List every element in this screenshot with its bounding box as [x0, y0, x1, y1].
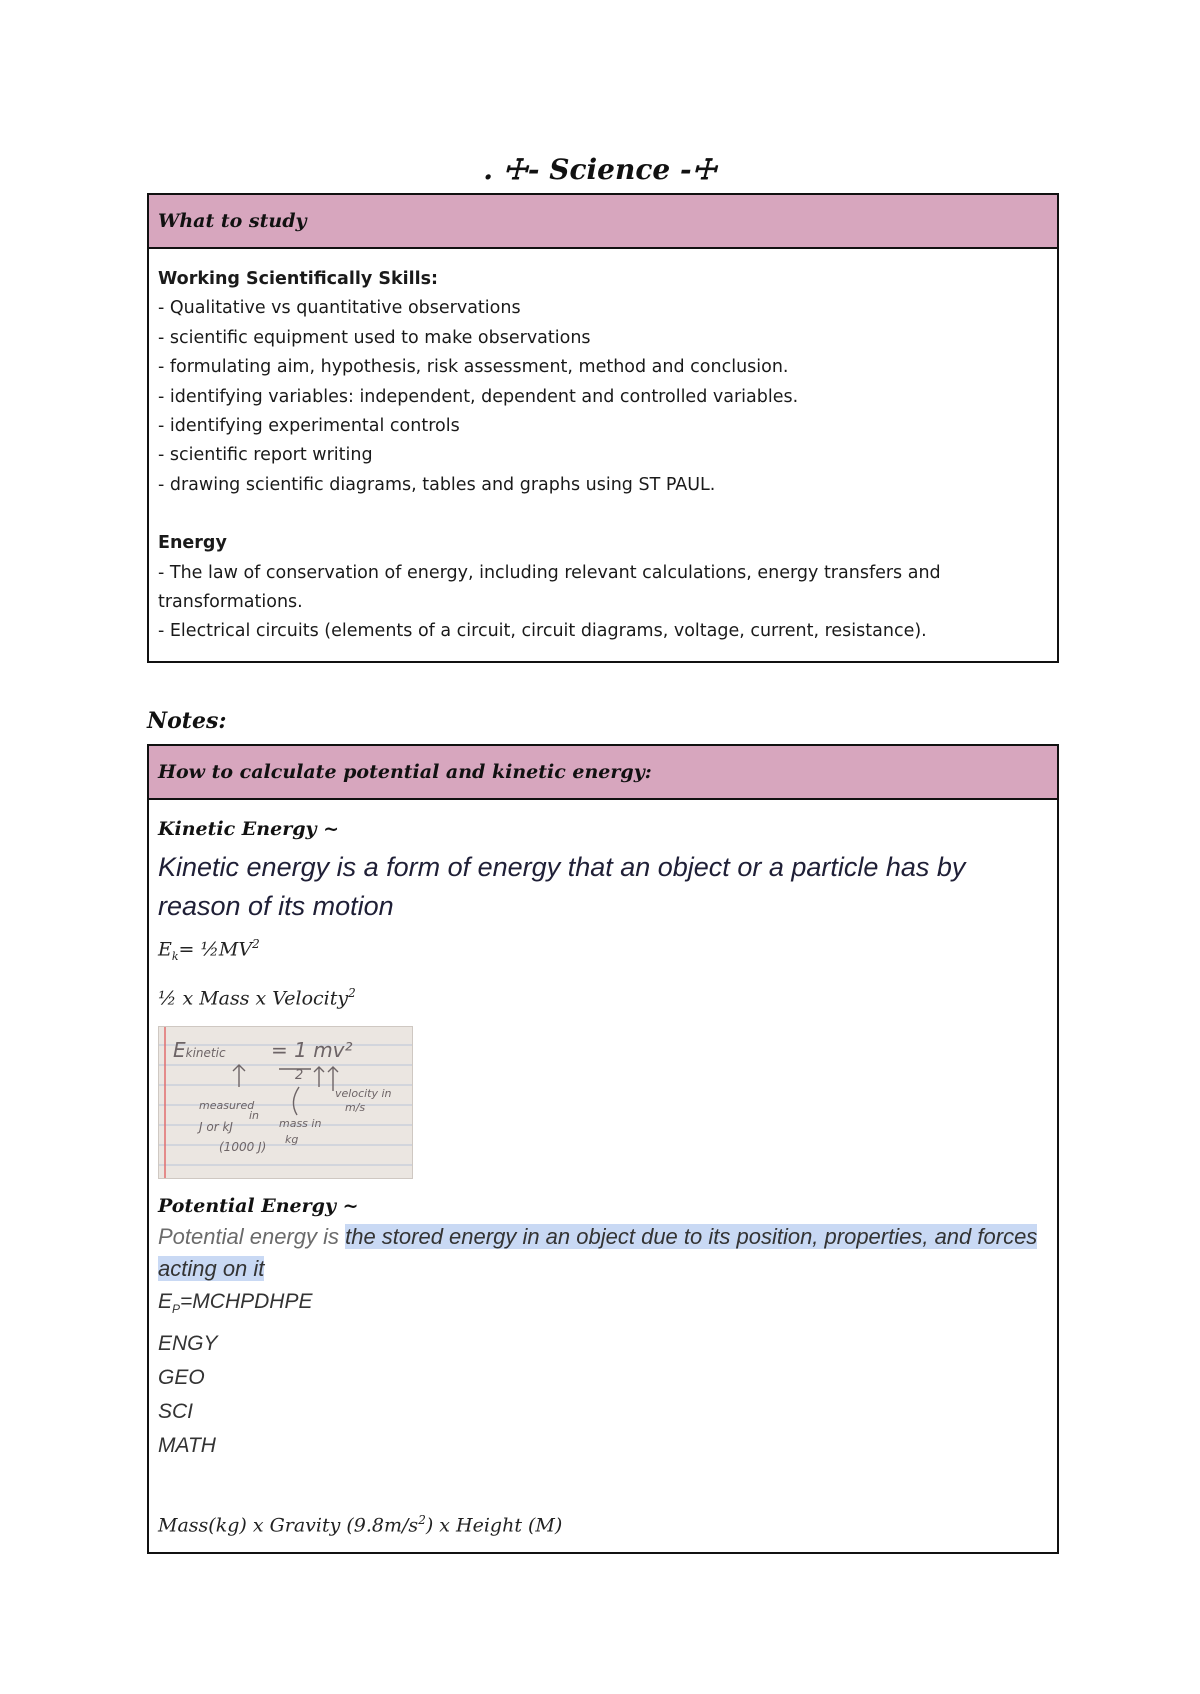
sketch-note-energy: measured [199, 1099, 255, 1113]
skill-item: - Qualitative vs quantitative observations [158, 298, 521, 319]
energy-notes-body [149, 800, 1057, 1552]
energy-notes-box [147, 744, 1059, 1554]
kinetic-energy-sketch [158, 1026, 413, 1179]
potential-formula: $E_P=MCHPDHPE$ [158, 1290, 313, 1317]
kinetic-formula-words: ½ x Mass x Velocity$^2$ [158, 986, 356, 1010]
sketch-lhs: Ekinetic [173, 1038, 226, 1063]
sketch-note-mass: mass in [279, 1117, 322, 1131]
sketch-note-mass-unit: kg [285, 1133, 299, 1147]
sketch-note-convert: (1000 J) [219, 1140, 267, 1155]
skill-item: - identifying variables: independent, dependent and controlled variables. [158, 386, 799, 407]
what-to-study-body [149, 249, 1057, 661]
potential-formula-words: Mass(kg) x Gravity $(9.8m/s^2)$ x Height (M) [158, 1512, 563, 1536]
sketch-rhs: = 1 mv² [271, 1038, 353, 1063]
highlighted-text: the stored energy in an object due to its position, properties, and forces acting on it [158, 1224, 1038, 1282]
skill-item: - scientific equipment used to make observations [158, 327, 591, 348]
skill-item: - scientific report writing [158, 445, 373, 466]
mnemonic-item: ENGY [158, 1331, 218, 1355]
energy-heading: Energy [158, 533, 227, 554]
skills-heading: Working Scientifically Skills: [158, 269, 439, 289]
sketch-denominator: 2 [295, 1068, 304, 1084]
kinetic-formula: $E_k=$ $\frac{1}{2}MV^2$ [158, 937, 260, 964]
mnemonic-item: MATH [158, 1433, 216, 1457]
skill-item: - identifying experimental controls [158, 416, 460, 437]
what-to-study-header: What to study [149, 195, 1057, 249]
sketch-note-unit: J or kJ [199, 1120, 233, 1135]
skill-item: - formulating aim, hypothesis, risk assessment, method and conclusion. [158, 357, 789, 378]
energy-item: - Electrical circuits (elements of a circuit, circuit diagrams, voltage, current, resistance). [158, 621, 927, 642]
sketch-note-in: in [249, 1109, 260, 1123]
energy-notes-header: How to calculate potential and kinetic energy: [149, 746, 1057, 800]
energy-item: - The law of conservation of energy, including relevant calculations, energy transfers and transformations. [158, 562, 941, 613]
mnemonic-item: GEO [158, 1365, 205, 1389]
potential-definition: Potential energy is the stored energy in an object due to its position, properties, and forces acting on it [158, 1224, 1038, 1282]
kinetic-heading: Kinetic Energy ~ [158, 818, 340, 840]
skill-item: - drawing scientific diagrams, tables and graphs using ST PAUL. [158, 474, 716, 495]
kinetic-definition: Kinetic energy is a form of energy that an object or a particle has by reason of its motion [158, 852, 966, 921]
notes-label: Notes: [147, 708, 227, 734]
page-title: . ☩- Science -☩ [483, 153, 717, 186]
sketch-note-velocity: velocity in [335, 1087, 392, 1101]
potential-heading: Potential Energy ~ [158, 1195, 359, 1218]
mnemonic-item: SCI [158, 1399, 194, 1423]
sketch-note-velocity-unit: m/s [345, 1101, 366, 1115]
what-to-study-box [147, 193, 1059, 663]
